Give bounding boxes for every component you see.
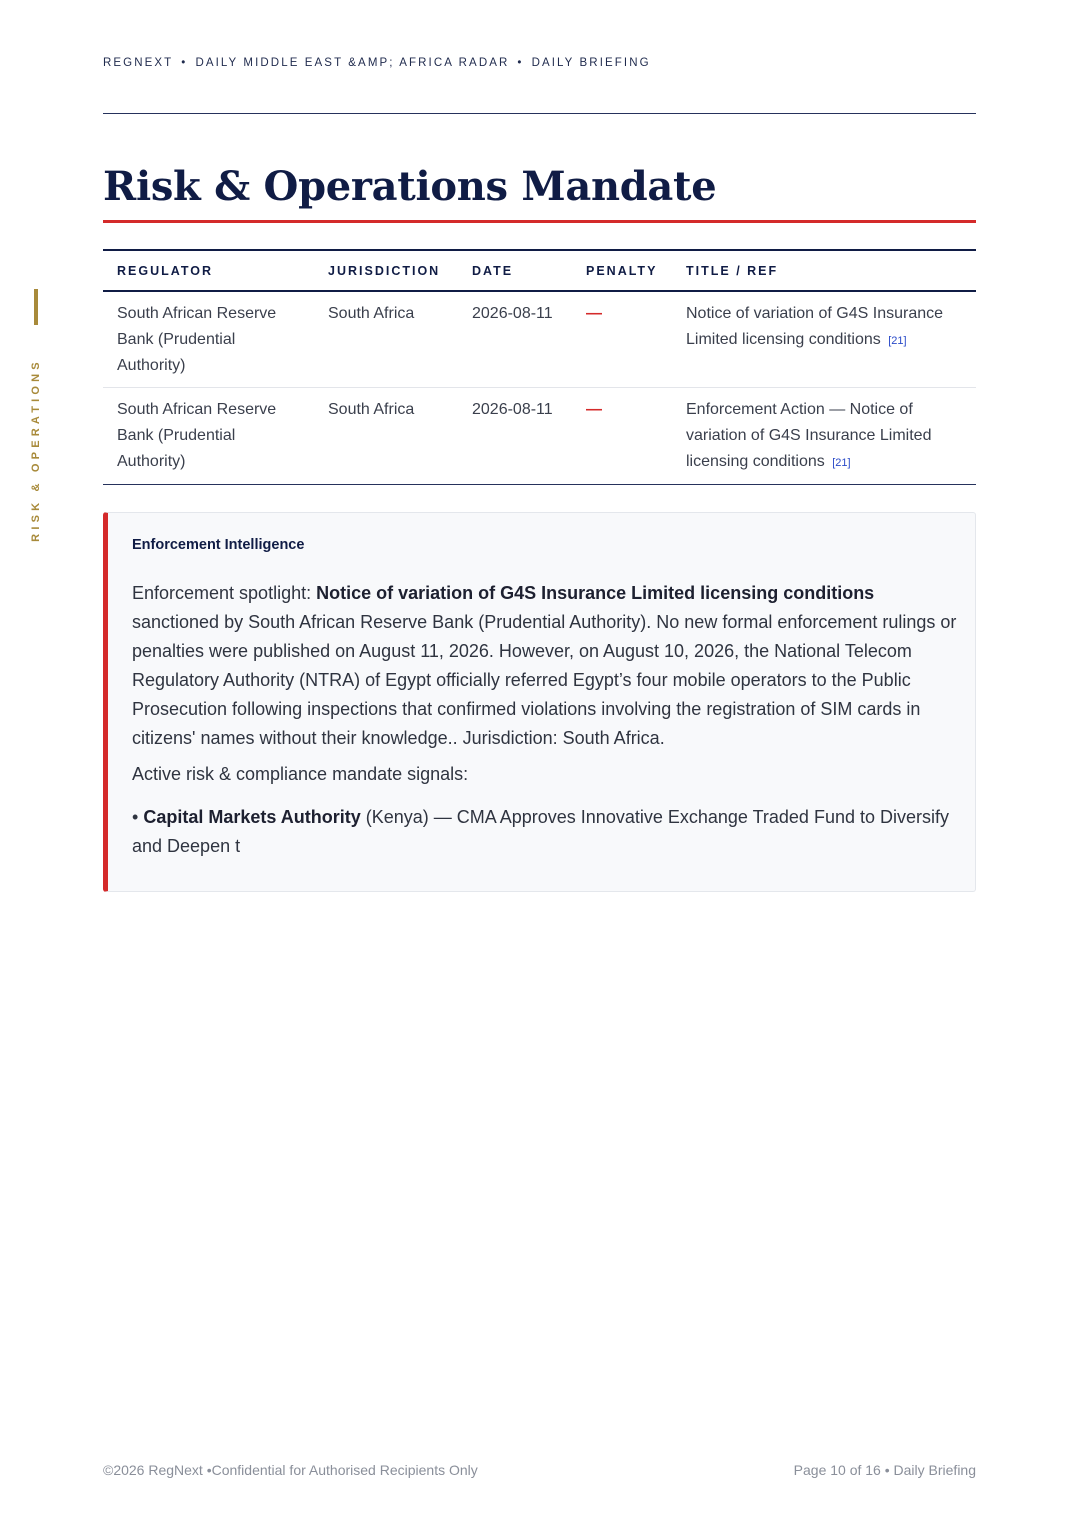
reference-link[interactable]: [21] <box>888 335 907 347</box>
cell-title-ref <box>672 388 976 485</box>
cell-regulator: South African Reserve Bank (Prudential Authority) <box>117 401 277 470</box>
cell-date: 2026-08-11 <box>472 401 553 418</box>
table-header-row <box>103 250 976 291</box>
penalty-dash: — <box>586 305 602 322</box>
section-side-label: RISK & OPERATIONS <box>30 358 42 542</box>
title-underline <box>103 220 976 223</box>
running-header <box>103 57 651 69</box>
signal-regulator: Capital Markets Authority <box>143 807 361 827</box>
cell-date: 2026-08-11 <box>472 305 553 322</box>
column-header-jurisdiction: JURISDICTION <box>328 263 441 278</box>
column-header-regulator: REGULATOR <box>117 263 214 278</box>
spotlight-text: sanctioned by South African Reserve Bank (Prudential Authority). No new formal enforcement rulings or penalties were published on August 11, 2026. However, on August 10, 2026, the National Telecom Regulatory Authority (NTRA) of Egypt officially referred Egypt’s four mobile operators to the Public Prosecution following inspections that confirmed violations involving the registration of SIM cards in citizens' names without their knowledge.. Jurisdiction: South Africa. <box>132 612 957 748</box>
table-row <box>103 291 976 388</box>
bullet: • <box>132 807 139 827</box>
cell-jurisdiction: South Africa <box>328 305 415 322</box>
cell-penalty <box>572 291 672 388</box>
cell-jurisdiction: South Africa <box>328 401 415 418</box>
column-header-title-ref: TITLE / REF <box>686 263 779 278</box>
list-item <box>132 803 958 861</box>
intel-spotlight-paragraph <box>132 579 958 753</box>
footer-copyright: ©2026 RegNext •Confidential for Authorised Recipients Only <box>103 1462 478 1478</box>
reference-link[interactable]: [21] <box>832 457 851 469</box>
header-edition: DAILY MIDDLE EAST &AMP; AFRICA RADAR <box>195 57 510 69</box>
column-header-date: DATE <box>472 263 514 278</box>
page-title: Risk & Operations Mandate <box>103 163 717 210</box>
section-marker-bar <box>34 289 38 325</box>
header-briefing: DAILY BRIEFING <box>531 57 651 69</box>
spotlight-title: Notice of variation of G4S Insurance Limited licensing conditions <box>316 583 875 603</box>
footer-page-number: Page 10 of 16 • Daily Briefing <box>793 1462 976 1478</box>
header-brand: REGNEXT <box>103 57 174 69</box>
enforcement-intelligence-box <box>103 512 976 892</box>
column-header-penalty: PENALTY <box>586 263 658 278</box>
header-separator: • <box>517 57 524 69</box>
table-row <box>103 388 976 485</box>
spotlight-prefix: Enforcement spotlight: <box>132 583 317 603</box>
signal-text: (Kenya) — CMA Approves Innovative Exchange Traded Fund to Diversify and Deepen t <box>132 807 949 856</box>
penalty-dash: — <box>586 401 602 418</box>
intel-heading: Enforcement Intelligence <box>132 537 305 553</box>
signals-label: Active risk & compliance mandate signals: <box>132 764 469 784</box>
cell-regulator: South African Reserve Bank (Prudential Authority) <box>117 305 277 374</box>
cell-title-ref <box>672 291 976 388</box>
row-title: Enforcement Action — Notice of variation of G4S Insurance Limited licensing conditions <box>686 401 932 470</box>
header-divider <box>103 113 976 114</box>
enforcement-table <box>103 249 976 485</box>
header-separator: • <box>181 57 188 69</box>
cell-penalty <box>572 388 672 485</box>
row-title: Notice of variation of G4S Insurance Limited licensing conditions <box>686 305 944 348</box>
